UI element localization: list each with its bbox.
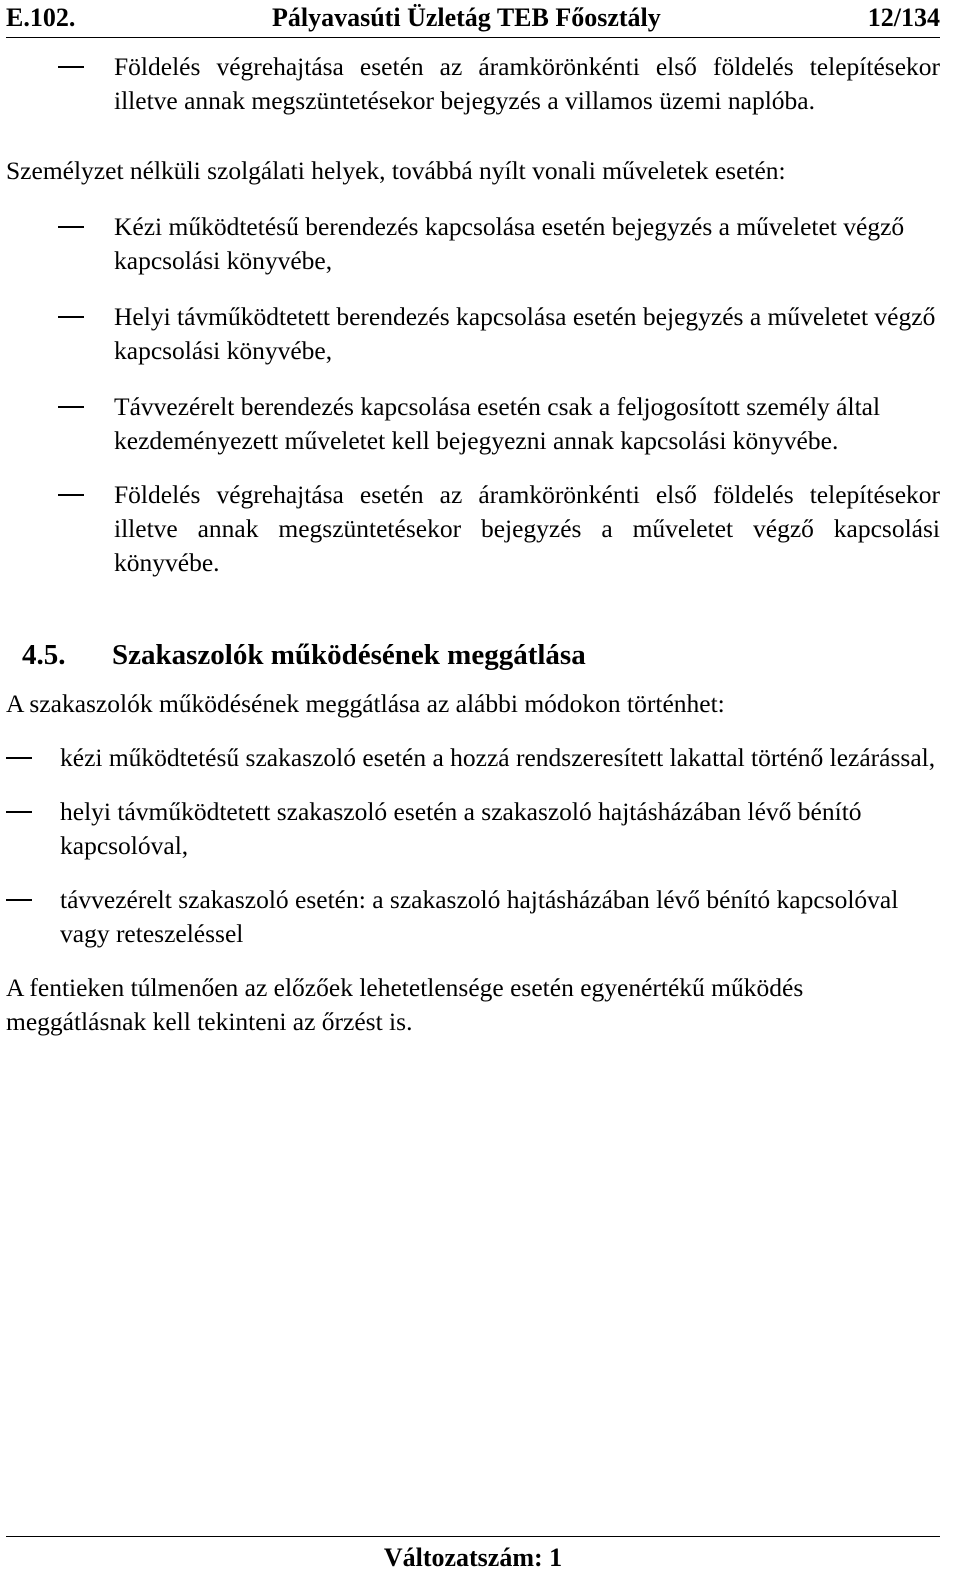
dash-bullet (58, 316, 84, 318)
organization-name: Pályavasúti Üzletág TEB Főosztály (272, 3, 661, 32)
dash-item-text: távvezérelt szakaszoló esetén: a szakaszoló hajtásházában lévő bénító kapcsolóval vagy reteszeléssel (60, 885, 899, 948)
section-title: Szakaszolók működésének meggátlása (112, 639, 586, 671)
document-body (6, 50, 940, 1039)
dash-item-manual-disconnector (6, 741, 940, 775)
dash-bullet (6, 899, 32, 901)
dash-bullet (58, 494, 84, 496)
section-heading (6, 635, 940, 675)
dash-item-remote-disconnector (6, 883, 940, 951)
document-code: E.102. (6, 3, 76, 32)
dash-item-text: Távvezérelt berendezés kapcsolása esetén csak a feljogosított személy által kezdeményezett műveletet kell bejegyezni annak kapcsolási könyvébe. (114, 392, 881, 455)
section-number: 4.5. (22, 639, 66, 671)
dash-item-grounding-log (6, 50, 940, 118)
dash-item-text: helyi távműködtetett szakaszoló esetén a szakaszoló hajtásházában lévő bénító kapcsolóval, (60, 797, 862, 860)
dash-bullet (6, 811, 32, 813)
paragraph-section-intro: A szakaszolók működésének meggátlása az alábbi módokon történhet: (6, 689, 725, 718)
dash-item-remote-controlled (6, 390, 940, 458)
dash-item-manual (6, 210, 940, 278)
paragraph-closing: A fentieken túlmenően az előzőek lehetetlensége esetén egyenértékű működés meggátlásnak kell tekinteni az őrzést is. (6, 973, 804, 1036)
page-number: 12/134 (867, 3, 940, 32)
dash-item-text: Földelés végrehajtása esetén az áramkörönkénti első földelés telepítésekor illetve annak megszüntetésekor bejegyzés a villamos üzemi naplóba. (114, 52, 940, 115)
page-header (6, 0, 940, 38)
dash-bullet (58, 226, 84, 228)
version-number: Változatszám: 1 (383, 1543, 563, 1572)
paragraph-unmanned-sites: Személyzet nélküli szolgálati helyek, továbbá nyílt vonali műveletek esetén: (6, 156, 786, 185)
dash-item-local-remote (6, 300, 940, 368)
dash-item-text: Kézi működtetésű berendezés kapcsolása esetén bejegyzés a műveletet végző kapcsolási könyvébe, (114, 212, 905, 275)
dash-bullet (6, 757, 32, 759)
dash-item-text: Földelés végrehajtása esetén az áramkörönkénti első földelés telepítésekor illetve annak megszüntetésekor bejegyzés a műveletet végző kapcsolási könyvébe. (114, 480, 940, 577)
dash-bullet (58, 66, 84, 68)
dash-item-grounding-book (6, 478, 940, 580)
dash-item-text: Helyi távműködtetett berendezés kapcsolása esetén bejegyzés a műveletet végző kapcsolási könyvébe, (114, 302, 936, 365)
dash-item-text: kézi működtetésű szakaszoló esetén a hozzá rendszeresített lakattal történő lezárással, (60, 743, 936, 772)
dash-item-local-disconnector (6, 795, 940, 863)
page-footer (6, 1536, 940, 1575)
dash-bullet (58, 406, 84, 408)
